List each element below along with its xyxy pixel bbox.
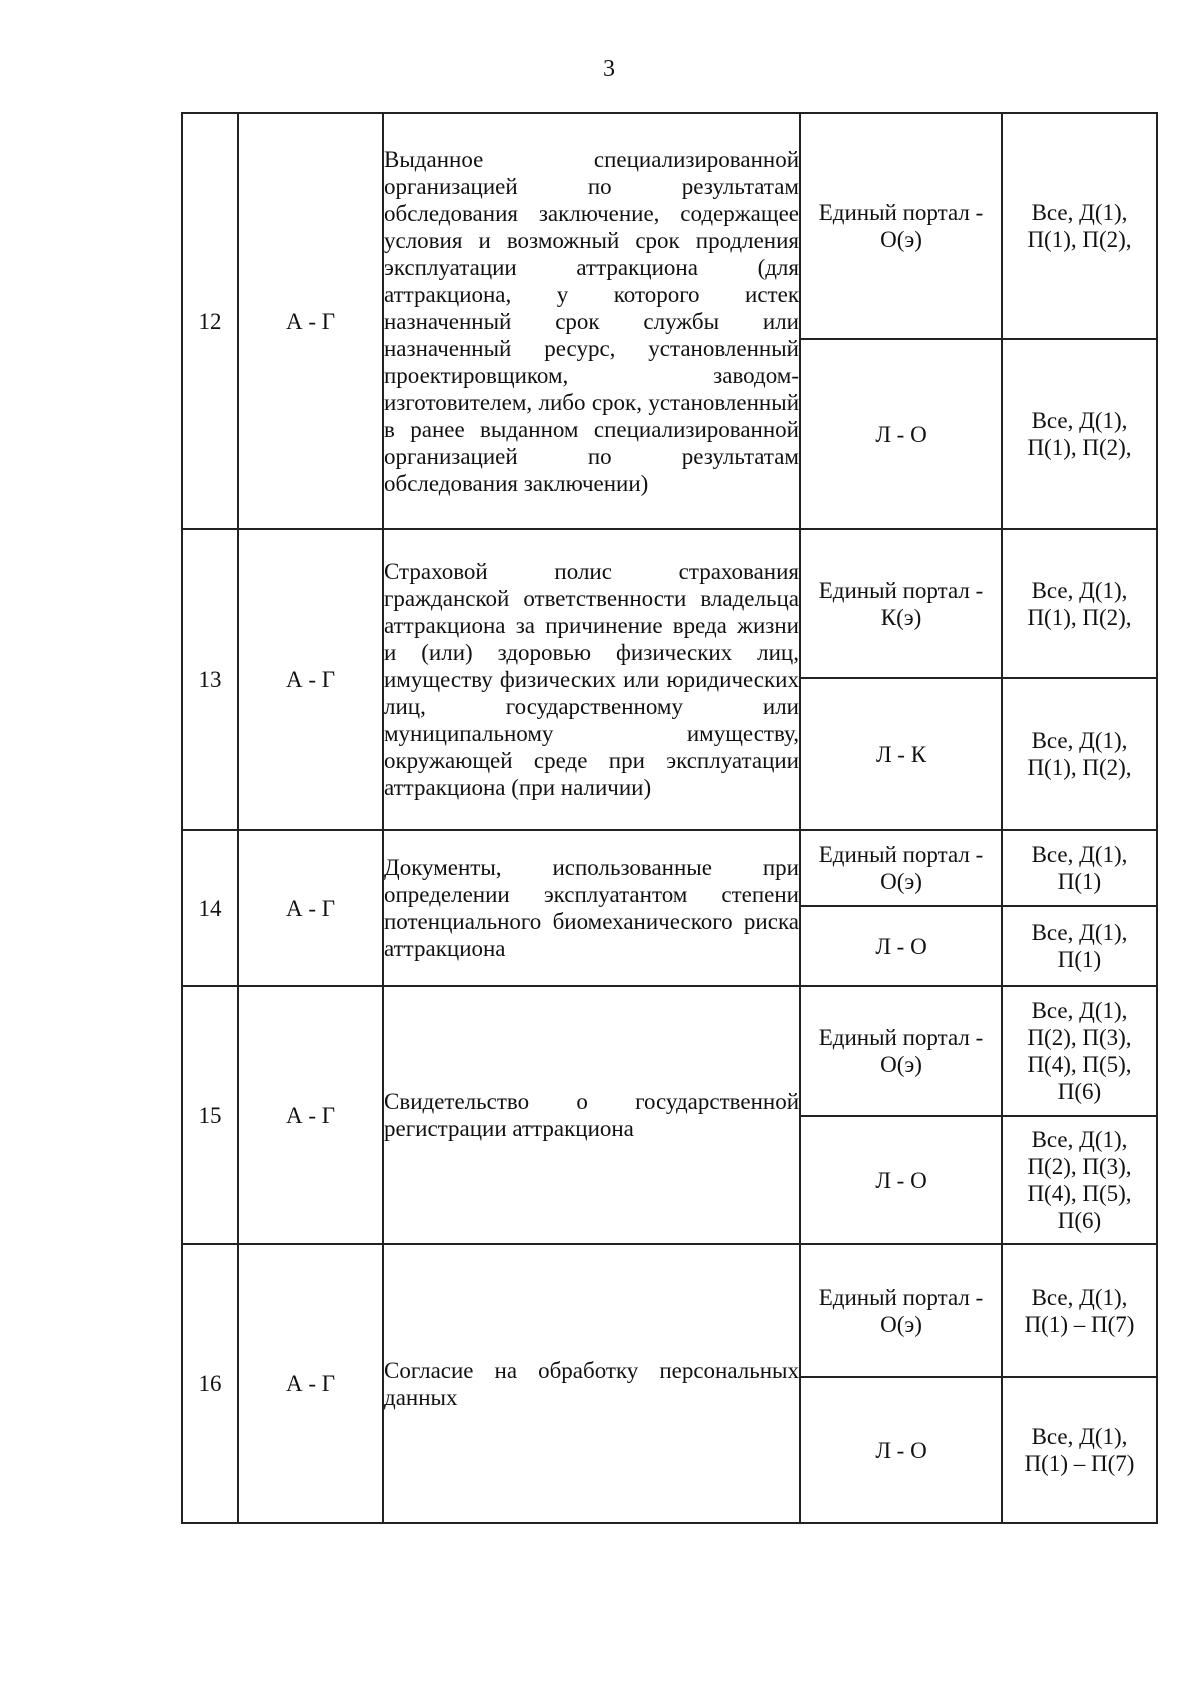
- applicant-line: П(1) – П(7): [1024, 1451, 1135, 1476]
- applicant-line: Все, Д(1),: [1031, 1284, 1128, 1310]
- submission-method: [800, 1377, 1002, 1523]
- applicant-line: П(1), П(2),: [1027, 227, 1132, 252]
- table-row: [182, 830, 1157, 906]
- row-letter-range: А - Г: [238, 830, 383, 986]
- submission-method: [800, 529, 1002, 678]
- method-line: Единый портал -: [818, 842, 984, 867]
- applicant-line: Все, Д(1),: [1031, 842, 1128, 867]
- applicant-line: П(2), П(3),: [1027, 1025, 1132, 1050]
- applicant-line: П(1), П(2),: [1027, 435, 1132, 460]
- applicant-line: П(1), П(2),: [1027, 755, 1132, 780]
- applicant-line: П(6): [1057, 1208, 1102, 1233]
- submission-method: [800, 1116, 1002, 1244]
- applicant-line: Все, Д(1),: [1031, 408, 1128, 433]
- applicant-categories: [1002, 1116, 1157, 1244]
- method-line: Л - К: [875, 741, 927, 767]
- row-letter-range: А - Г: [238, 986, 383, 1244]
- applicant-categories: [1002, 678, 1157, 830]
- submission-method: [800, 1244, 1002, 1377]
- table-row: [182, 986, 1157, 1116]
- method-line: Л - О: [875, 1437, 927, 1463]
- row-letter-range: А - Г: [238, 1244, 383, 1523]
- documents-table: [181, 112, 1158, 1524]
- applicant-line: П(1): [1057, 869, 1102, 894]
- document-description: Страховой полис страхования гражданской ответственности владельца аттракциона за причинение вреда жизни и (или) здоровью физических лиц, имуществу физических или юридических лиц, государственному или муниципальному имуществу, окружающей среде при эксплуатации аттракциона (при наличии): [383, 529, 800, 830]
- table-row: [182, 529, 1157, 678]
- submission-method: [800, 113, 1002, 339]
- submission-method: [800, 986, 1002, 1116]
- applicant-line: П(4), П(5),: [1027, 1181, 1132, 1206]
- method-line: Единый портал -: [818, 1025, 984, 1050]
- method-line: О(э): [880, 227, 922, 252]
- document-description: Согласие на обработку персональных данных: [383, 1244, 800, 1523]
- method-line: О(э): [880, 869, 922, 894]
- applicant-line: Все, Д(1),: [1031, 200, 1128, 225]
- method-line: Л - О: [875, 421, 927, 447]
- row-number: 12: [182, 113, 238, 529]
- method-line: Л - О: [875, 1167, 927, 1193]
- table-row: [182, 1244, 1157, 1377]
- row-number: 15: [182, 986, 238, 1244]
- submission-method: [800, 830, 1002, 906]
- applicant-categories: [1002, 529, 1157, 678]
- applicant-line: Все, Д(1),: [1031, 1424, 1128, 1449]
- applicant-categories: [1002, 906, 1157, 986]
- applicant-line: Все, Д(1),: [1031, 577, 1128, 603]
- method-line: О(э): [880, 1052, 922, 1077]
- method-line: К(э): [880, 604, 922, 630]
- submission-method: [800, 678, 1002, 830]
- row-letter-range: А - Г: [238, 529, 383, 830]
- method-line: Единый портал -: [818, 577, 984, 603]
- applicant-categories: [1002, 1244, 1157, 1377]
- applicant-line: П(2), П(3),: [1027, 1154, 1132, 1179]
- applicant-line: Все, Д(1),: [1031, 728, 1128, 753]
- applicant-categories: [1002, 339, 1157, 529]
- applicant-categories: [1002, 986, 1157, 1116]
- applicant-line: П(6): [1057, 1079, 1102, 1104]
- applicant-categories: [1002, 1377, 1157, 1523]
- applicant-line: П(1): [1057, 947, 1102, 972]
- applicant-line: Все, Д(1),: [1031, 998, 1128, 1023]
- applicant-categories: [1002, 113, 1157, 339]
- row-number: 14: [182, 830, 238, 986]
- row-number: 16: [182, 1244, 238, 1523]
- applicant-line: Все, Д(1),: [1031, 920, 1128, 945]
- method-line: Единый портал -: [818, 1284, 984, 1310]
- applicant-line: П(4), П(5),: [1027, 1052, 1132, 1077]
- method-line: О(э): [880, 1311, 922, 1337]
- method-line: Единый портал -: [818, 200, 984, 225]
- document-description: Документы, использованные при определении эксплуатантом степени потенциального биомеханического риска аттракциона: [383, 830, 800, 986]
- page-number: 3: [603, 56, 615, 82]
- submission-method: [800, 339, 1002, 529]
- table-row: [182, 113, 1157, 339]
- method-line: Л - О: [875, 933, 927, 959]
- submission-method: [800, 906, 1002, 986]
- applicant-categories: [1002, 830, 1157, 906]
- applicant-line: Все, Д(1),: [1031, 1127, 1128, 1152]
- row-number: 13: [182, 529, 238, 830]
- applicant-line: П(1) – П(7): [1024, 1311, 1135, 1337]
- document-description: Выданное специализированной организацией по результатам обследования заключение, содержащее условия и возможный срок продления эксплуатации аттракциона (для аттракциона, у которого истек назначенный срок службы или назначенный ресурс, установленный проектировщиком, заводом-изготовителем, либо срок, установленный в ранее выданном специализированной организацией по результатам обследования заключении): [383, 113, 800, 529]
- document-description: Свидетельство о государственной регистрации аттракциона: [383, 986, 800, 1244]
- applicant-line: П(1), П(2),: [1027, 604, 1132, 630]
- row-letter-range: А - Г: [238, 113, 383, 529]
